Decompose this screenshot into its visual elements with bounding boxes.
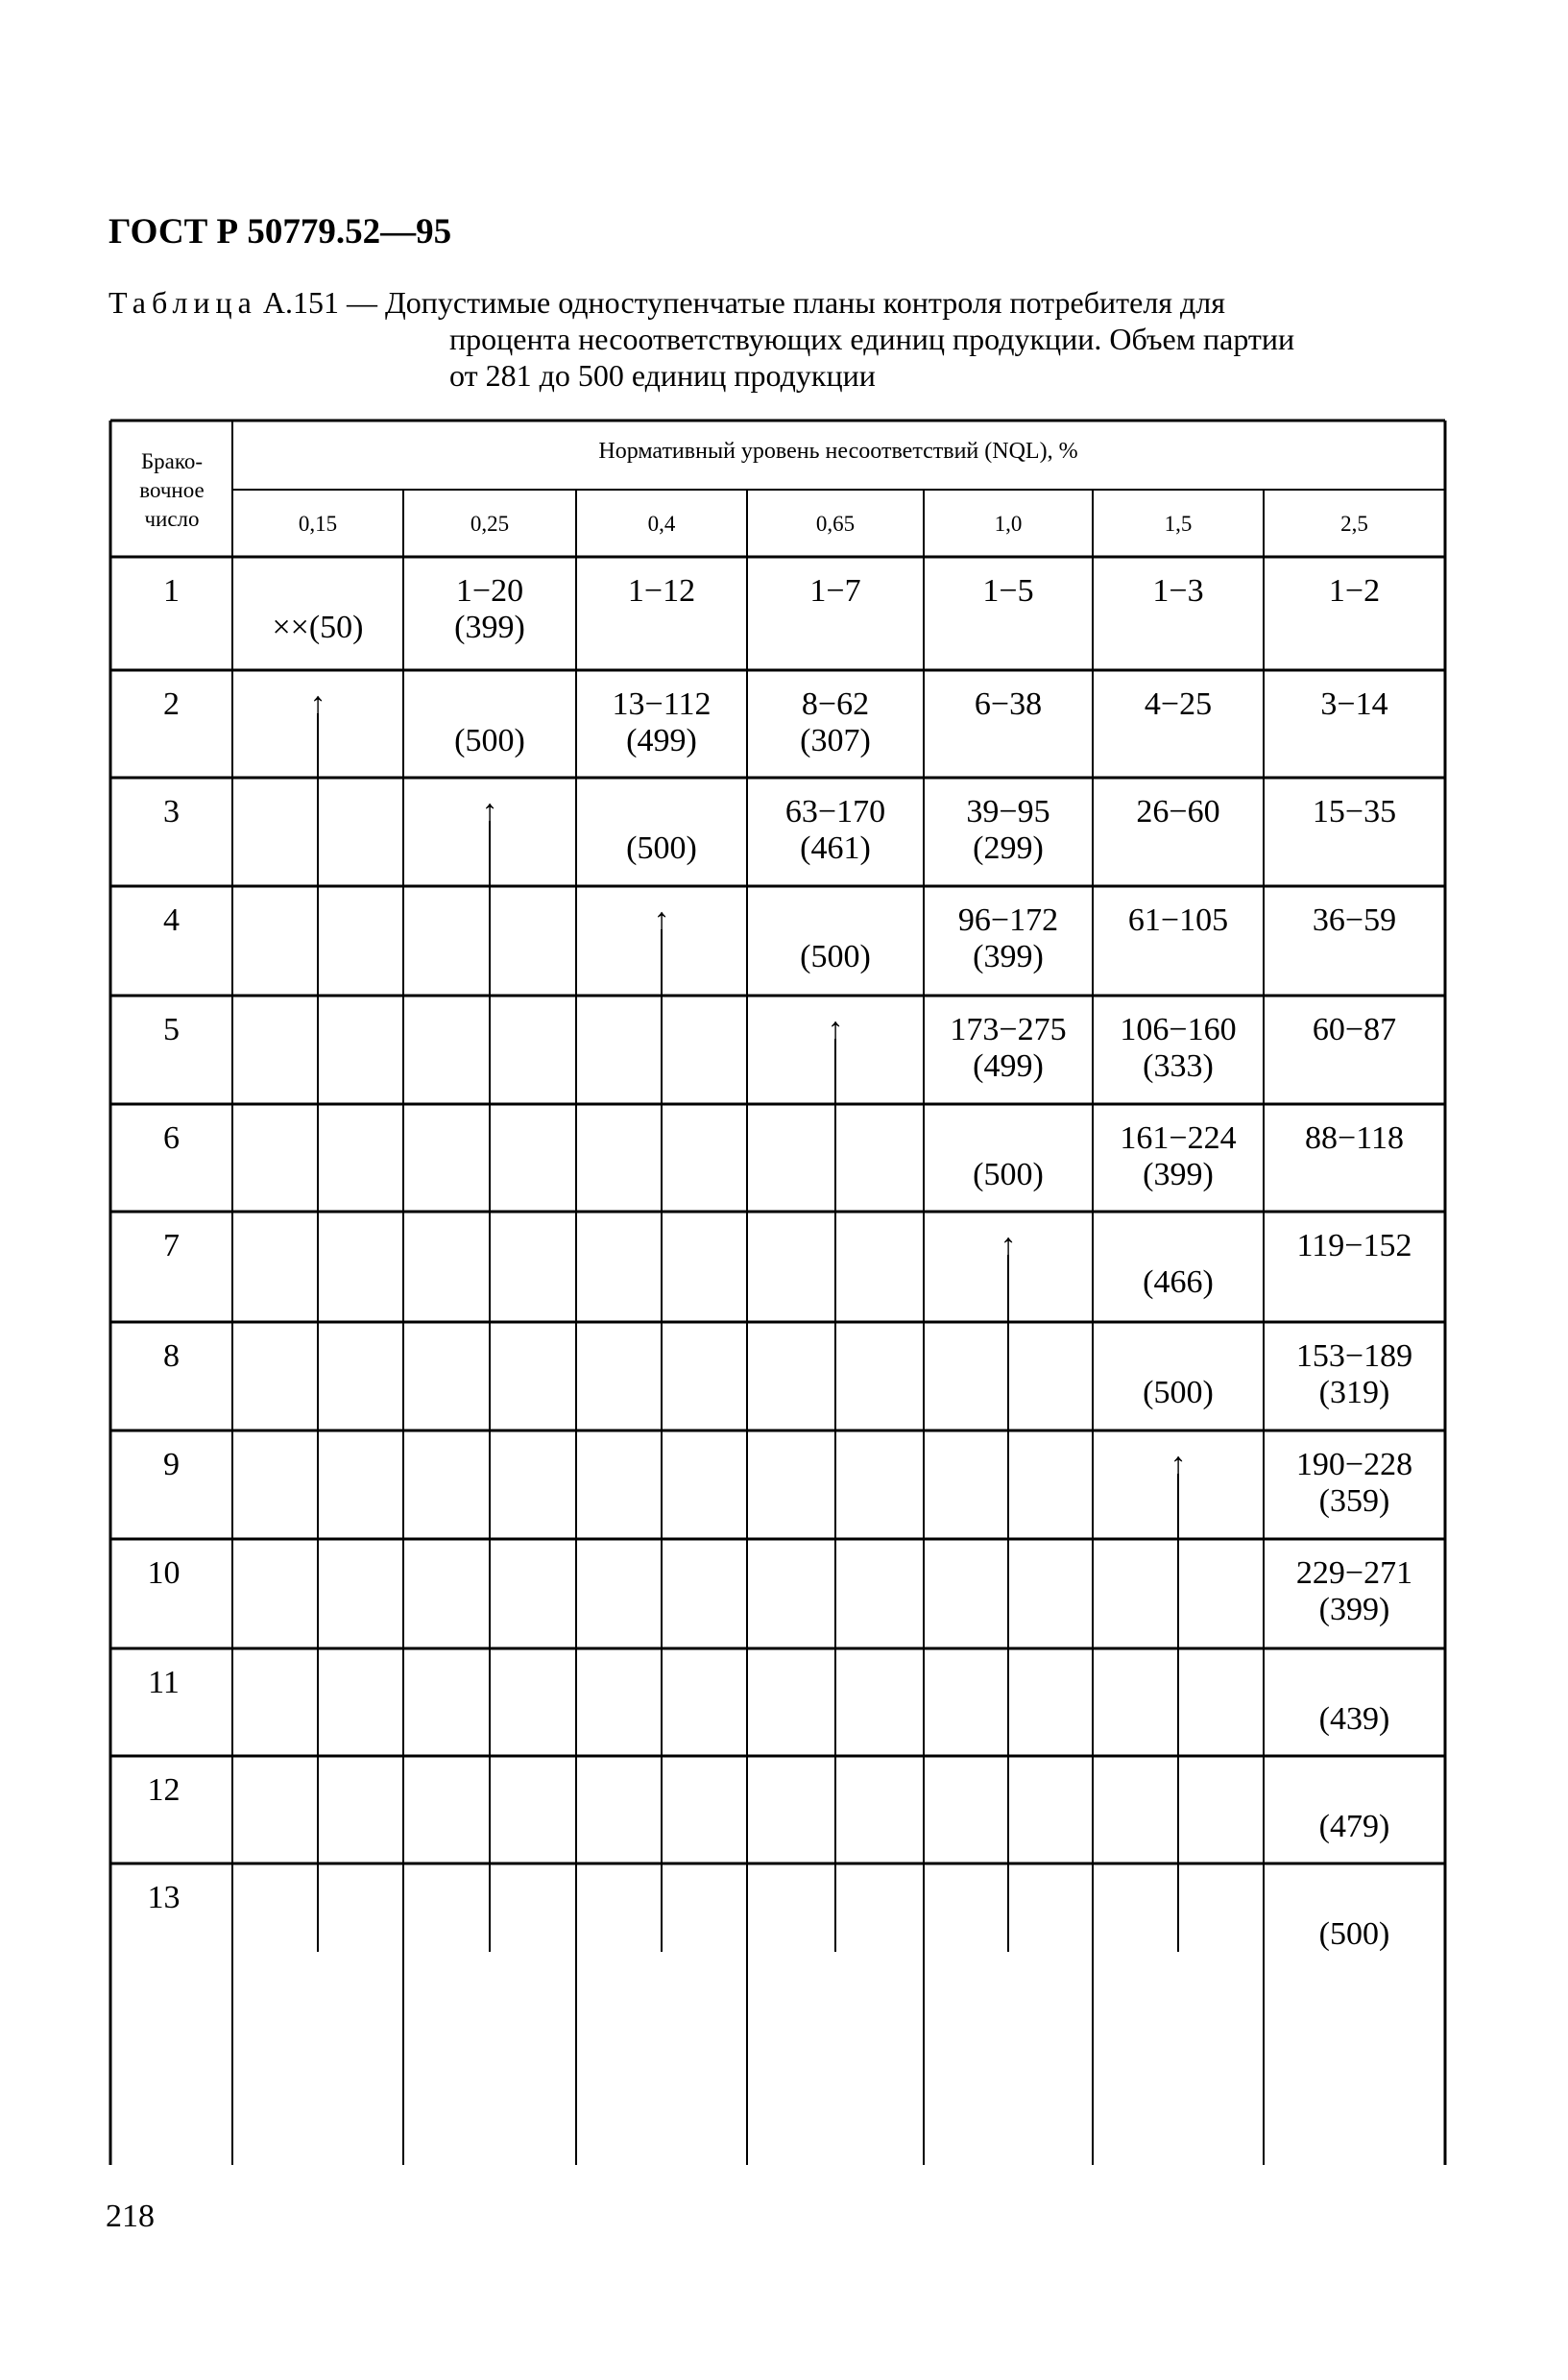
acceptance-range: 119−152	[1296, 1228, 1412, 1263]
reject-number: 13	[147, 1880, 181, 1915]
sample-size: (399)	[454, 610, 525, 645]
acceptance-range: 96−172	[957, 902, 1059, 938]
acceptance-range: 36−59	[1312, 902, 1397, 938]
reject-number: 10	[147, 1555, 181, 1591]
reject-number: 6	[163, 1120, 180, 1156]
sample-size: (499)	[626, 723, 697, 758]
acceptance-range: 1−3	[1152, 573, 1204, 609]
sample-size: (399)	[1143, 1157, 1214, 1192]
sample-size: (439)	[1318, 1701, 1390, 1737]
column-header: 0,15	[298, 512, 338, 536]
sample-size: (479)	[1318, 1809, 1390, 1844]
continuation-arrow: ↑	[481, 794, 498, 829]
column-header: 0,4	[647, 512, 676, 536]
continuation-arrow: ↑	[1170, 1447, 1187, 1482]
sample-size: ××(50)	[272, 610, 364, 645]
column-header: 1,0	[994, 512, 1023, 536]
group-header-nql: Нормативный уровень несоответствий (NQL), %	[598, 439, 1078, 464]
acceptance-range: 4−25	[1144, 686, 1213, 722]
continuation-arrow: ↑	[1000, 1228, 1017, 1263]
column-header: 1,5	[1164, 512, 1193, 536]
reject-number: 8	[163, 1338, 180, 1374]
sample-size: (319)	[1318, 1375, 1390, 1410]
acceptance-range: 60−87	[1312, 1012, 1397, 1047]
sample-size: (333)	[1143, 1048, 1214, 1084]
row-header-reject-number	[112, 447, 231, 534]
acceptance-range: 173−275	[950, 1012, 1067, 1047]
acceptance-range: 1−12	[627, 573, 696, 609]
column-header: 0,65	[815, 512, 856, 536]
continuation-arrow: ↑	[653, 902, 670, 938]
reject-number: 4	[163, 902, 180, 938]
sample-size: (500)	[973, 1157, 1044, 1192]
continuation-arrow: ↑	[309, 686, 326, 722]
sample-size: (500)	[626, 830, 697, 866]
sample-size: (399)	[1318, 1592, 1390, 1627]
caption-line-3: от 281 до 500 единиц продукции	[449, 358, 876, 393]
acceptance-range: 61−105	[1127, 902, 1229, 938]
acceptance-range: 26−60	[1136, 794, 1220, 829]
column-header: 2,5	[1340, 512, 1368, 536]
acceptance-range: 161−224	[1120, 1120, 1237, 1156]
reject-number: 9	[163, 1447, 180, 1482]
acceptance-range: 3−14	[1320, 686, 1388, 722]
acceptance-range: 190−228	[1295, 1447, 1413, 1482]
acceptance-range: 1−2	[1328, 573, 1381, 609]
caption-label: Таблица	[109, 285, 257, 320]
acceptance-range: 229−271	[1295, 1555, 1413, 1591]
page-number: 218	[106, 2199, 155, 2234]
acceptance-range: 153−189	[1295, 1338, 1413, 1374]
acceptance-range: 6−38	[974, 686, 1043, 722]
reject-number: 11	[148, 1665, 180, 1700]
acceptance-range: 8−62	[801, 686, 870, 722]
acceptance-range: 1−7	[809, 573, 861, 609]
sample-size: (499)	[973, 1048, 1044, 1084]
sample-size: (500)	[800, 939, 871, 974]
row-header-line-2: вочное	[139, 478, 205, 502]
caption-line-2: процента несоответствующих единиц продукции. Объем партии	[449, 322, 1295, 356]
continuation-arrow: ↑	[827, 1012, 844, 1047]
row-header-line-3: число	[144, 507, 200, 531]
acceptance-range: 1−20	[455, 573, 524, 609]
sample-size: (500)	[1318, 1916, 1390, 1952]
reject-number: 2	[163, 686, 180, 722]
acceptance-range: 15−35	[1312, 794, 1397, 829]
sample-size: (500)	[1143, 1375, 1214, 1410]
reject-number: 7	[163, 1228, 180, 1263]
standard-header: ГОСТ Р 50779.52—95	[109, 212, 452, 252]
reject-number: 12	[147, 1772, 181, 1808]
sample-size: (461)	[800, 830, 871, 866]
acceptance-range: 106−160	[1120, 1012, 1237, 1047]
acceptance-range: 39−95	[966, 794, 1050, 829]
acceptance-range: 13−112	[612, 686, 712, 722]
sample-size: (359)	[1318, 1483, 1390, 1519]
acceptance-range: 88−118	[1305, 1120, 1404, 1156]
reject-number: 3	[163, 794, 180, 829]
reject-number: 5	[163, 1012, 180, 1047]
reject-number: 1	[163, 573, 180, 609]
column-header: 0,25	[470, 512, 510, 536]
sample-size: (307)	[800, 723, 871, 758]
row-header-line-1: Брако-	[140, 449, 204, 473]
sample-size: (466)	[1143, 1264, 1214, 1300]
sample-size: (299)	[973, 830, 1044, 866]
acceptance-range: 1−5	[982, 573, 1034, 609]
sample-size: (500)	[454, 723, 525, 758]
acceptance-range: 63−170	[784, 794, 886, 829]
caption-text-1: А.151 — Допустимые одноступенчатые планы контроля потребителя для	[262, 285, 1225, 320]
sample-size: (399)	[973, 939, 1044, 974]
